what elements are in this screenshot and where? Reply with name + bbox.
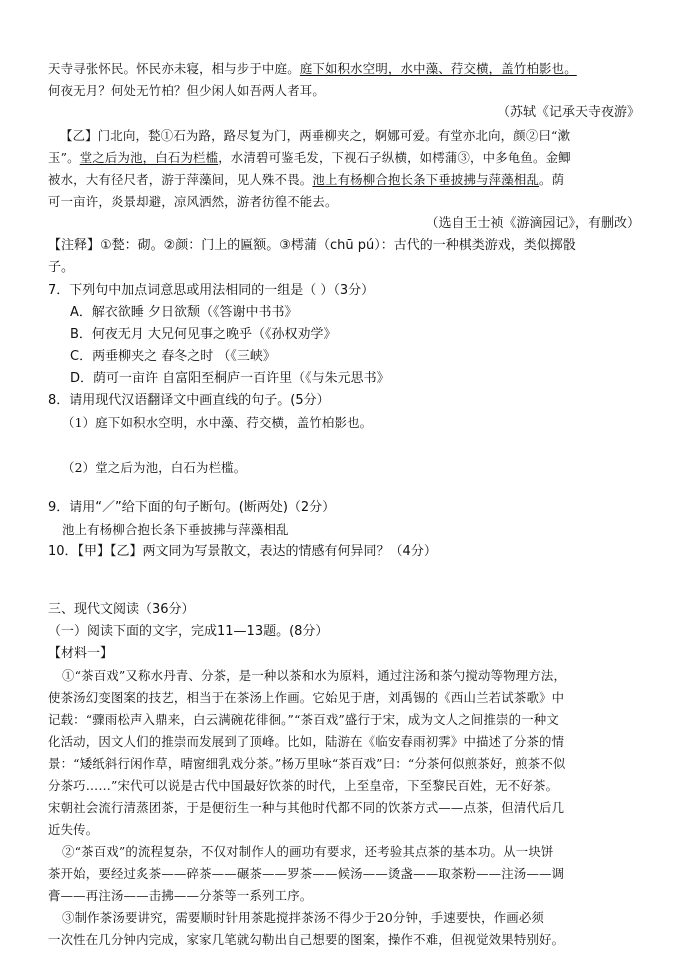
paragraph-1-line-6: 分茶巧……”宋代可以说是古代中国最好饮茶的时代，上至皇帝，下至黎民百姓，无不好茶。: [48, 778, 559, 793]
question-9-stem: 9．请用“／”给下面的句子断句。(断两处)（2分）: [48, 500, 336, 515]
passage-b-line-2: [48, 147, 640, 168]
paragraph-3-line-1: ③制作茶汤要讲究，需要顺时针用茶匙搅拌茶汤不得少于20分钟，手速要快，作画必须: [62, 910, 545, 925]
passage-a-source: （苏轼《记承天寺夜游》: [496, 105, 640, 120]
passage-a-line-1: [48, 58, 640, 79]
passage-b-text-2b: ，水清碧可鉴毛发，下视石子纵横，如樗蒲③，中多龟鱼。金鲫: [218, 150, 571, 165]
passage-b-line-3: [48, 169, 640, 190]
material-one-label: 【材料一】: [48, 646, 114, 661]
passage-b-text-3b: 。荫: [539, 172, 565, 187]
passage-b-line-1: 【乙】门北向，甃①石为路，路尽复为门，两垂柳夹之，婀娜可爱。有堂亦北向，颜②曰“漱: [60, 128, 571, 143]
question-9-sentence: 池上有杨柳合抱长条下垂披拂与萍藻相乱: [62, 522, 289, 537]
paragraph-2-line-2: 茶开始，要经过炙茶——碎茶——碾茶——罗茶——候汤——烫盏——取茶粉——注汤——调: [48, 866, 565, 881]
passage-a-line-2: 何夜无月？何处无竹柏？但少闲人如吾两人者耳。: [48, 83, 325, 98]
section-3-title: 三、现代文阅读（36分）: [48, 602, 195, 617]
paragraph-1-line-8: 近失传。: [48, 822, 99, 837]
passage-b-text-3a: 被水，大有径尺者，游于萍藻间，见人殊不畏。: [48, 172, 313, 187]
passage-a-underlined-sentence: 庭下如积水空明，水中藻、荇交横，盖竹柏影也。: [299, 61, 577, 76]
paragraph-2-line-3: 膏——再注汤——击拂——分茶等一系列工序。: [48, 888, 313, 903]
question-7-option-b: B．何夜无月 大兄何见事之晚乎（《孙权劝学》: [70, 327, 337, 342]
paragraph-2-line-1: ②“茶百戏”的流程复杂，不仅对制作人的画功有要求，还考验其点茶的基本功。从一块饼: [62, 844, 554, 859]
paragraph-1-line-3: 记载：“骤雨松声入鼎来，白云满碗花徘徊。”“茶百戏”盛行于宋，成为文人之间推崇的一种文: [48, 712, 559, 727]
paragraph-3-line-2: 一次性在几分钟内完成，家家几笔就勾勒出自己想要的图案，操作不难，但视觉效果特别好。: [48, 932, 565, 947]
paragraph-1-line-4: 化活动，因文人们的推崇而发展到了顶峰。比如，陆游在《临安春雨初霁》中描述了分茶的情: [48, 734, 565, 749]
passage-a-text: 天寺寻张怀民。怀民亦未寝，相与步于中庭。: [48, 61, 300, 76]
question-7-option-a: A．解衣欲睡 夕日欲颓（《答谢中书书》: [70, 305, 298, 320]
section-3-subtitle: （一）阅读下面的文字，完成11—13题。(8分）: [48, 624, 329, 639]
paragraph-1-line-1: ①“茶百戏”又称水丹青、分茶，是一种以茶和水为原料，通过注汤和茶勺搅动等物理方法，: [62, 668, 567, 683]
passage-b-underlined-sentence-1: 堂之后为池，白石为栏槛: [79, 150, 219, 165]
question-10-stem: 10．【甲】【乙】两文同为写景散文，表达的情感有何异同？（4分）: [48, 544, 437, 559]
notes-line-1: 【注释】①甃：砌。②颜：门上的匾额。③樗蒲（chū pú）：古代的一种棋类游戏，类似掷骰: [48, 238, 576, 253]
paragraph-1-line-7: 宋朝社会流行清蒸团茶，于是便衍生一种与其他时代都不同的饮茶方式——点茶，但清代后几: [48, 800, 565, 815]
passage-b-underlined-sentence-2: 池上有杨柳合抱长条下垂披拂与萍藻相乱: [312, 172, 540, 187]
paragraph-1-line-2: 使茶汤幻变图案的技艺，相当于在茶汤上作画。它始见于唐，刘禹锡的《西山兰若试茶歌》中: [48, 690, 565, 705]
question-7-stem: 7．下列句中加点词意思或用法相同的一组是（ ）（3分）: [48, 283, 375, 298]
question-8-item-2: （2）堂之后为池，白石为栏槛。: [62, 460, 247, 475]
question-8-item-1: （1）庭下如积水空明，水中藻、荇交横，盖竹柏影也。: [62, 415, 373, 430]
passage-b-source: （选自王士祯《游滴园记》，有删改）: [425, 216, 640, 231]
passage-b-text-2a: 玉”。: [48, 150, 80, 165]
question-7-option-d: D．荫可一亩许 自富阳至桐庐一百许里（《与朱元思书》: [70, 371, 390, 386]
notes-line-2: 子。: [48, 260, 75, 275]
passage-b-line-4: 可一亩许，炎景却避，凉风洒然，游者彷徨不能去。: [48, 194, 338, 209]
paragraph-1-line-5: 景：“矮纸斜行闲作草，晴窗细乳戏分茶。”杨万里咏“茶百戏”曰：“分茶何似煎茶好，煎茶不似: [48, 756, 566, 771]
question-8-stem: 8．请用现代汉语翻译文中画直线的句子。(5分）: [48, 393, 330, 408]
question-7-option-c: C．两垂柳夹之 春冬之时 （《三峡》: [70, 349, 276, 364]
